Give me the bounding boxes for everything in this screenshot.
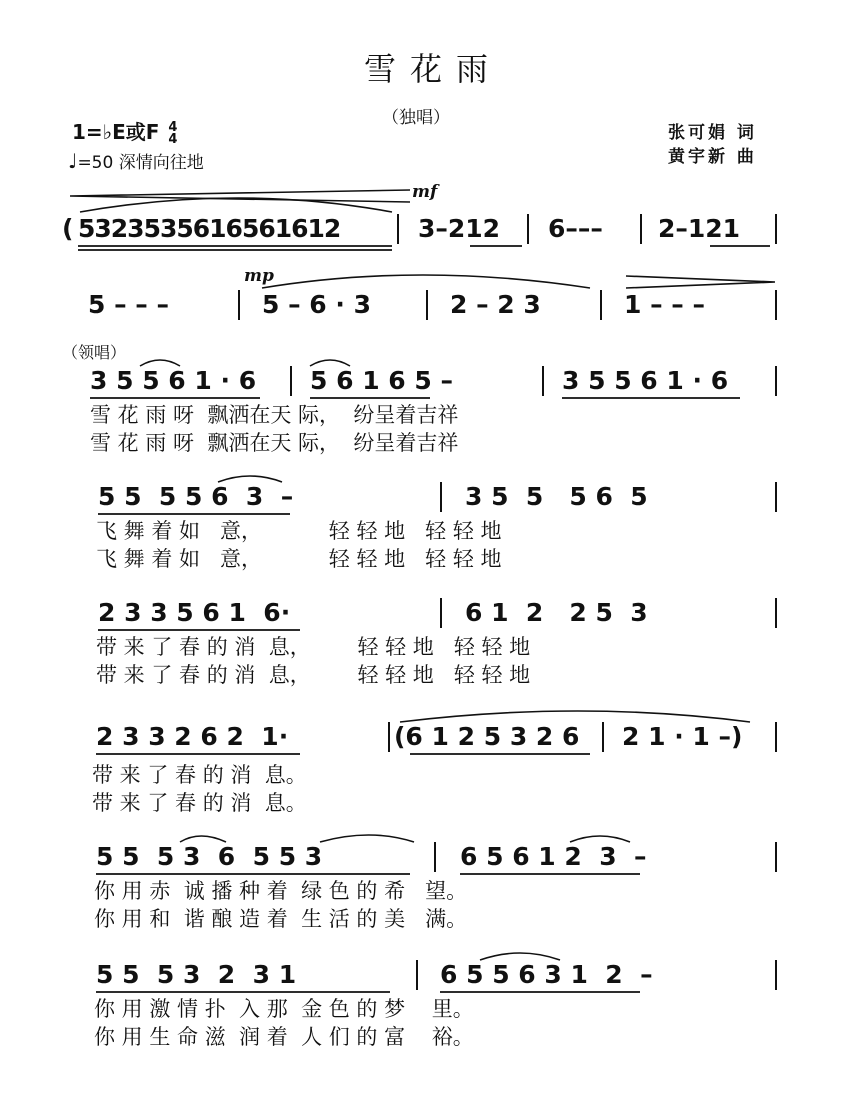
- quarter-note-icon: ♩: [68, 149, 78, 173]
- composer: 黄宇新 曲: [668, 147, 757, 167]
- lyric-line: 你 用 生 命 滋 润 着 人 们 的 富 裕。: [94, 1025, 474, 1049]
- lyric-line: 雪 花 雨 呀 飘洒在天 际， 纷呈着吉祥: [90, 403, 459, 427]
- verse-line-4: [0, 722, 866, 762]
- lead-vocal-label: （领唱）: [62, 343, 127, 362]
- measure: 5 5 5 3 2 3 1: [96, 960, 297, 989]
- intro-measure-8: 1 – – –: [624, 290, 706, 319]
- measure: 3 5 5 6 1 · 6: [562, 366, 729, 395]
- decrescendo-hairpin: [626, 276, 775, 288]
- barline: [775, 482, 777, 512]
- barline: [775, 598, 777, 628]
- mp-dynamic: mp: [244, 266, 274, 286]
- verse-line-2: [0, 482, 866, 522]
- measure: 3 5 5 6 1 · 6: [90, 366, 257, 395]
- lyric-line: 雪 花 雨 呀 飘洒在天 际， 纷呈着吉祥: [90, 431, 459, 455]
- measure: 2 3 3 5 6 1 6·: [98, 598, 291, 627]
- barline: [527, 214, 529, 244]
- tempo-text: =50 深情向往地: [77, 153, 204, 173]
- barline: [440, 482, 442, 512]
- measure: 5 5 5 5 6 3 –: [98, 482, 294, 511]
- mf-dynamic: mf: [412, 182, 438, 202]
- barline: [416, 960, 418, 990]
- intro-line-1: [0, 214, 866, 254]
- lyric-line: 你 用 激 情 扑 入 那 金 色 的 梦 里。: [94, 997, 474, 1021]
- slur: [320, 835, 414, 842]
- barline: [426, 290, 428, 320]
- barline: [775, 842, 777, 872]
- barline: [434, 842, 436, 872]
- measure: 5 6 1 6 5 –: [310, 366, 453, 395]
- key-text: 1=♭E或F: [72, 120, 160, 144]
- barline: [397, 214, 399, 244]
- intro-measure-3: 6–––: [548, 214, 603, 243]
- intro-line-2: [0, 290, 866, 330]
- tempo-marking: [68, 148, 204, 173]
- measure: 2 3 3 2 6 2 1·: [96, 722, 289, 751]
- intro-measure-6: 5 – 6 · 3: [262, 290, 371, 319]
- lyric-line: 飞 舞 着 如 意， 轻 轻 地 轻 轻 地: [96, 519, 502, 543]
- lyric-line: 带 来 了 春 的 消 息， 轻 轻 地 轻 轻 地: [96, 635, 531, 659]
- lyricist: 张可娟 词: [668, 123, 757, 143]
- measure: 6 1 2 2 5 3: [465, 598, 648, 627]
- barline: [290, 366, 292, 396]
- intro-measure-2: 3–212: [418, 214, 501, 243]
- slur: [480, 953, 560, 960]
- barline: [775, 366, 777, 396]
- key-signature: [72, 116, 177, 146]
- measure: (6 1 2 5 3 2 6: [394, 722, 580, 751]
- barline: [640, 214, 642, 244]
- barline: [542, 366, 544, 396]
- measure: 6 5 5 6 3 1 2 –: [440, 960, 653, 989]
- barline: [775, 722, 777, 752]
- intro-measure-5: 5 – – –: [88, 290, 170, 319]
- measure: 5 5 5 3 6 5 5 3: [96, 842, 323, 871]
- lyric-line: 带 来 了 春 的 消 息。: [92, 763, 307, 787]
- lyric-line: 你 用 和 谐 酿 造 着 生 活 的 美 满。: [94, 907, 468, 931]
- time-bottom: 4: [168, 131, 178, 147]
- barline: [775, 214, 777, 244]
- lyric-line: 带 来 了 春 的 消 息， 轻 轻 地 轻 轻 地: [96, 663, 531, 687]
- verse-line-3: [0, 598, 866, 638]
- crescendo-hairpin: [70, 190, 410, 202]
- barline: [775, 290, 777, 320]
- slur: [262, 275, 590, 288]
- lyric-line: 飞 舞 着 如 意， 轻 轻 地 轻 轻 地: [96, 547, 502, 571]
- measure: 3 5 5 5 6 5: [465, 482, 648, 511]
- verse-line-6: [0, 960, 866, 1000]
- barline: [440, 598, 442, 628]
- measure: 2 1 · 1 –): [622, 722, 743, 751]
- lyric-line: 你 用 赤 诚 播 种 着 绿 色 的 希 望。: [94, 879, 468, 903]
- barline: [602, 722, 604, 752]
- intro-measure-4: 2–121: [658, 214, 741, 243]
- performance-note: （独唱）: [382, 108, 450, 128]
- barline: [238, 290, 240, 320]
- time-signature: [168, 119, 178, 147]
- intro-measure-7: 2 – 2 3: [450, 290, 541, 319]
- barline: [775, 960, 777, 990]
- time-top: 4: [168, 119, 178, 135]
- page-title: 雪花雨: [363, 50, 502, 88]
- intro-paren: (: [62, 214, 74, 243]
- verse-line-1: [0, 366, 866, 406]
- barline: [388, 722, 390, 752]
- intro-measure-1: 5323535616561612: [78, 214, 341, 243]
- verse-line-5: [0, 842, 866, 882]
- slur: [400, 711, 750, 722]
- measure: 6 5 6 1 2 3 –: [460, 842, 647, 871]
- slur: [80, 198, 392, 212]
- barline: [600, 290, 602, 320]
- lyric-line: 带 来 了 春 的 消 息。: [92, 791, 307, 815]
